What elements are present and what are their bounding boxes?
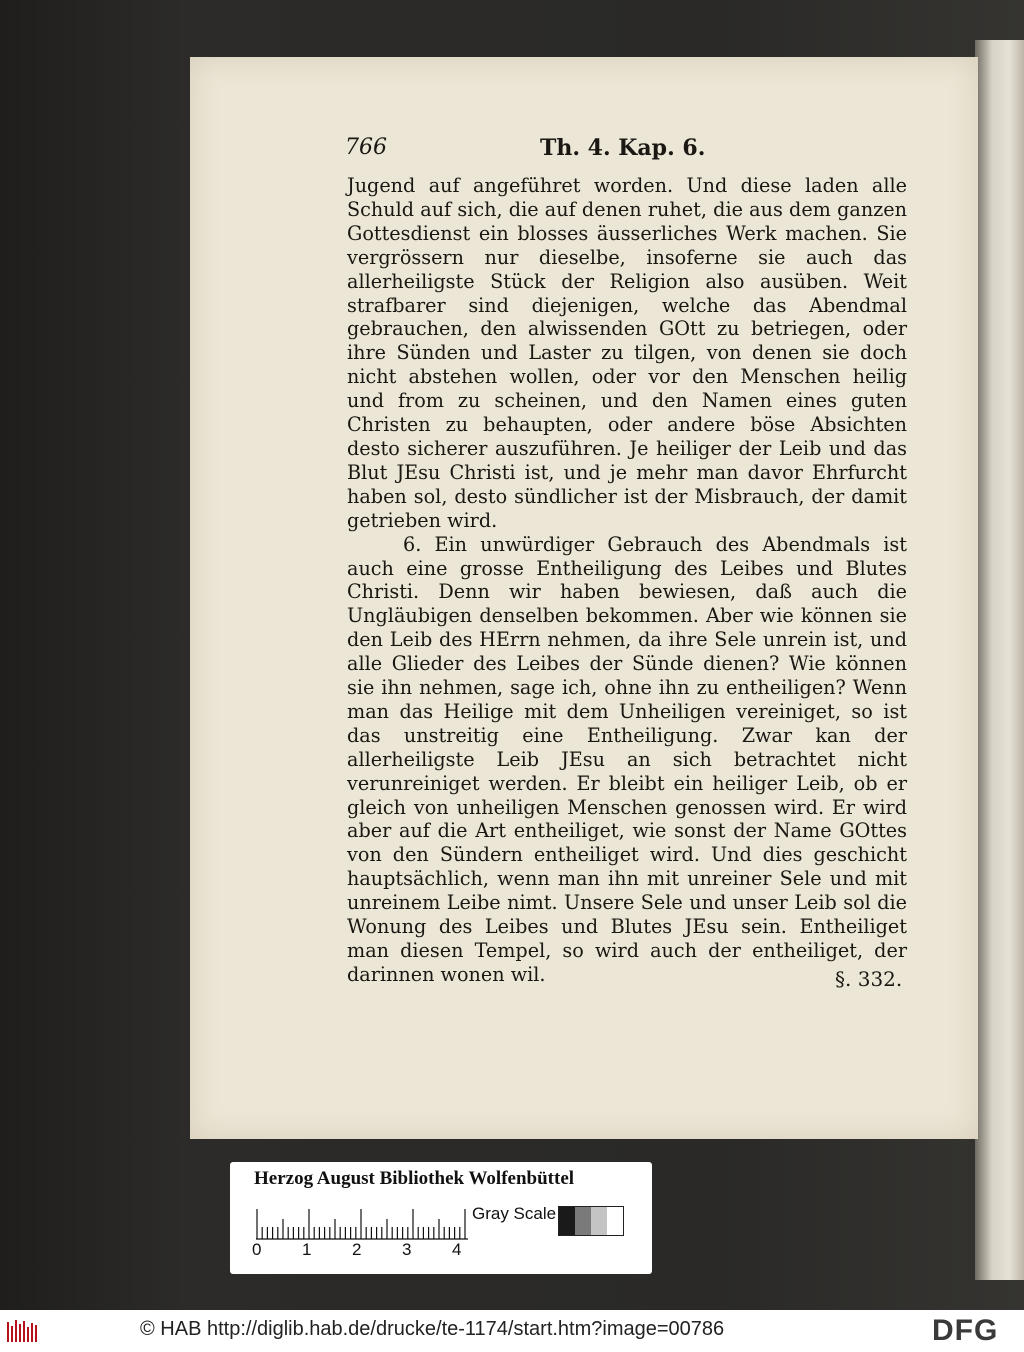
ruler-number: 1: [302, 1240, 312, 1259]
swatch-dark-gray: [575, 1207, 591, 1235]
catchword: §. 332.: [835, 967, 903, 991]
book-page: [190, 57, 978, 1139]
swatch-black: [559, 1207, 575, 1235]
running-head: [345, 135, 845, 169]
copyright-link[interactable]: © HAB http://diglib.hab.de/drucke/te-1174/start.htm?image=00786: [140, 1318, 725, 1340]
chapter-reference: Th. 4. Kap. 6.: [540, 135, 706, 161]
paragraph-continuation: Jugend auf angeführet worden. Und diese laden alle Schuld auf sich, die auf denen ruhet, die aus dem ganzen Gottesdienst ein blosses äusserliches Werk machen. Sie vergrössern nur dieselbe, insoferne sie auch das allerheiligste Stück der Religion also ausüben. Weit strafbarer sind diejenigen, welche das Abendmal gebrauchen, den alwissenden GOtt zu betriegen, oder ihre Sünden und Laster zu tilgen, von denen sie doch nicht abstehen wollen, oder vor den Menschen heilig und from zu scheinen, und den Namen eines guten Christen zu behaupten, oder andere böse Absichten desto sicherer auszuführen. Je heiliger der Leib und das Blut JEsu Christi ist, und je mehr man davor Ehrfurcht haben sol, desto sündlicher ist der Misbrauch, der damit getrieben wird.: [347, 174, 907, 532]
ruler-numbers: [252, 1240, 472, 1262]
color-calibration-card: [230, 1162, 652, 1274]
ruler-number: 0: [252, 1240, 262, 1259]
swatch-light-gray: [591, 1207, 607, 1235]
body-text: [347, 174, 907, 987]
ruler-number: 4: [452, 1240, 462, 1259]
grayscale-swatch: [558, 1206, 624, 1236]
hab-logo-icon: [6, 1318, 40, 1344]
paragraph-6: 6. Ein unwürdiger Gebrauch des Abendmals ist auch eine grosse Entheiligung des Leibes und Blutes Christi. Denn wir haben bewiesen, daß auch die Ungläubigen denselben bekommen. Aber wie können sie den Leib des HErrn nehmen, da ihre Sele unrein ist, und alle Glieder des Leibes der Sünde dienen? Wie können sie ihn nehmen, sage ich, ohne ihn zu entheiligen? Wenn man das Heilige mit dem Unheiligen vereiniget, so ist das unstreitig eine Entheiligung. Zwar kan der allerheiligste Leib JEsu an sich betrachtet nicht verunreiniget werden. Er bleibt ein heiliger Leib, ob er gleich von unheiligen Menschen genossen wird. Er wird aber auf die Art entheiliget, wie sonst der Name GOttes von den Sündern entheiliget wird. Und dies geschicht hauptsächlich, wenn man ihn mit unreiner Sele und mit unreinem Leibe nimt. Unsere Sele und unser Leib sol die Wonung des Leibes und Blutes JEsu sein. Entheiliget man diesen Tempel, so wird auch der entheiliget, der darinnen wonen wil.: [347, 532, 907, 986]
ruler-number: 3: [402, 1240, 412, 1259]
page-number: 766: [345, 135, 387, 160]
footer-bar: [0, 1310, 1024, 1352]
ruler-scale: [256, 1206, 468, 1240]
grayscale-label: Gray Scale: [472, 1204, 557, 1223]
ruler-number: 2: [352, 1240, 362, 1259]
dfg-logo: DFG: [932, 1314, 999, 1347]
swatch-white: [607, 1207, 623, 1235]
adjacent-page-edge: [975, 40, 1024, 1280]
library-name: Herzog August Bibliothek Wolfenbüttel: [254, 1168, 575, 1189]
